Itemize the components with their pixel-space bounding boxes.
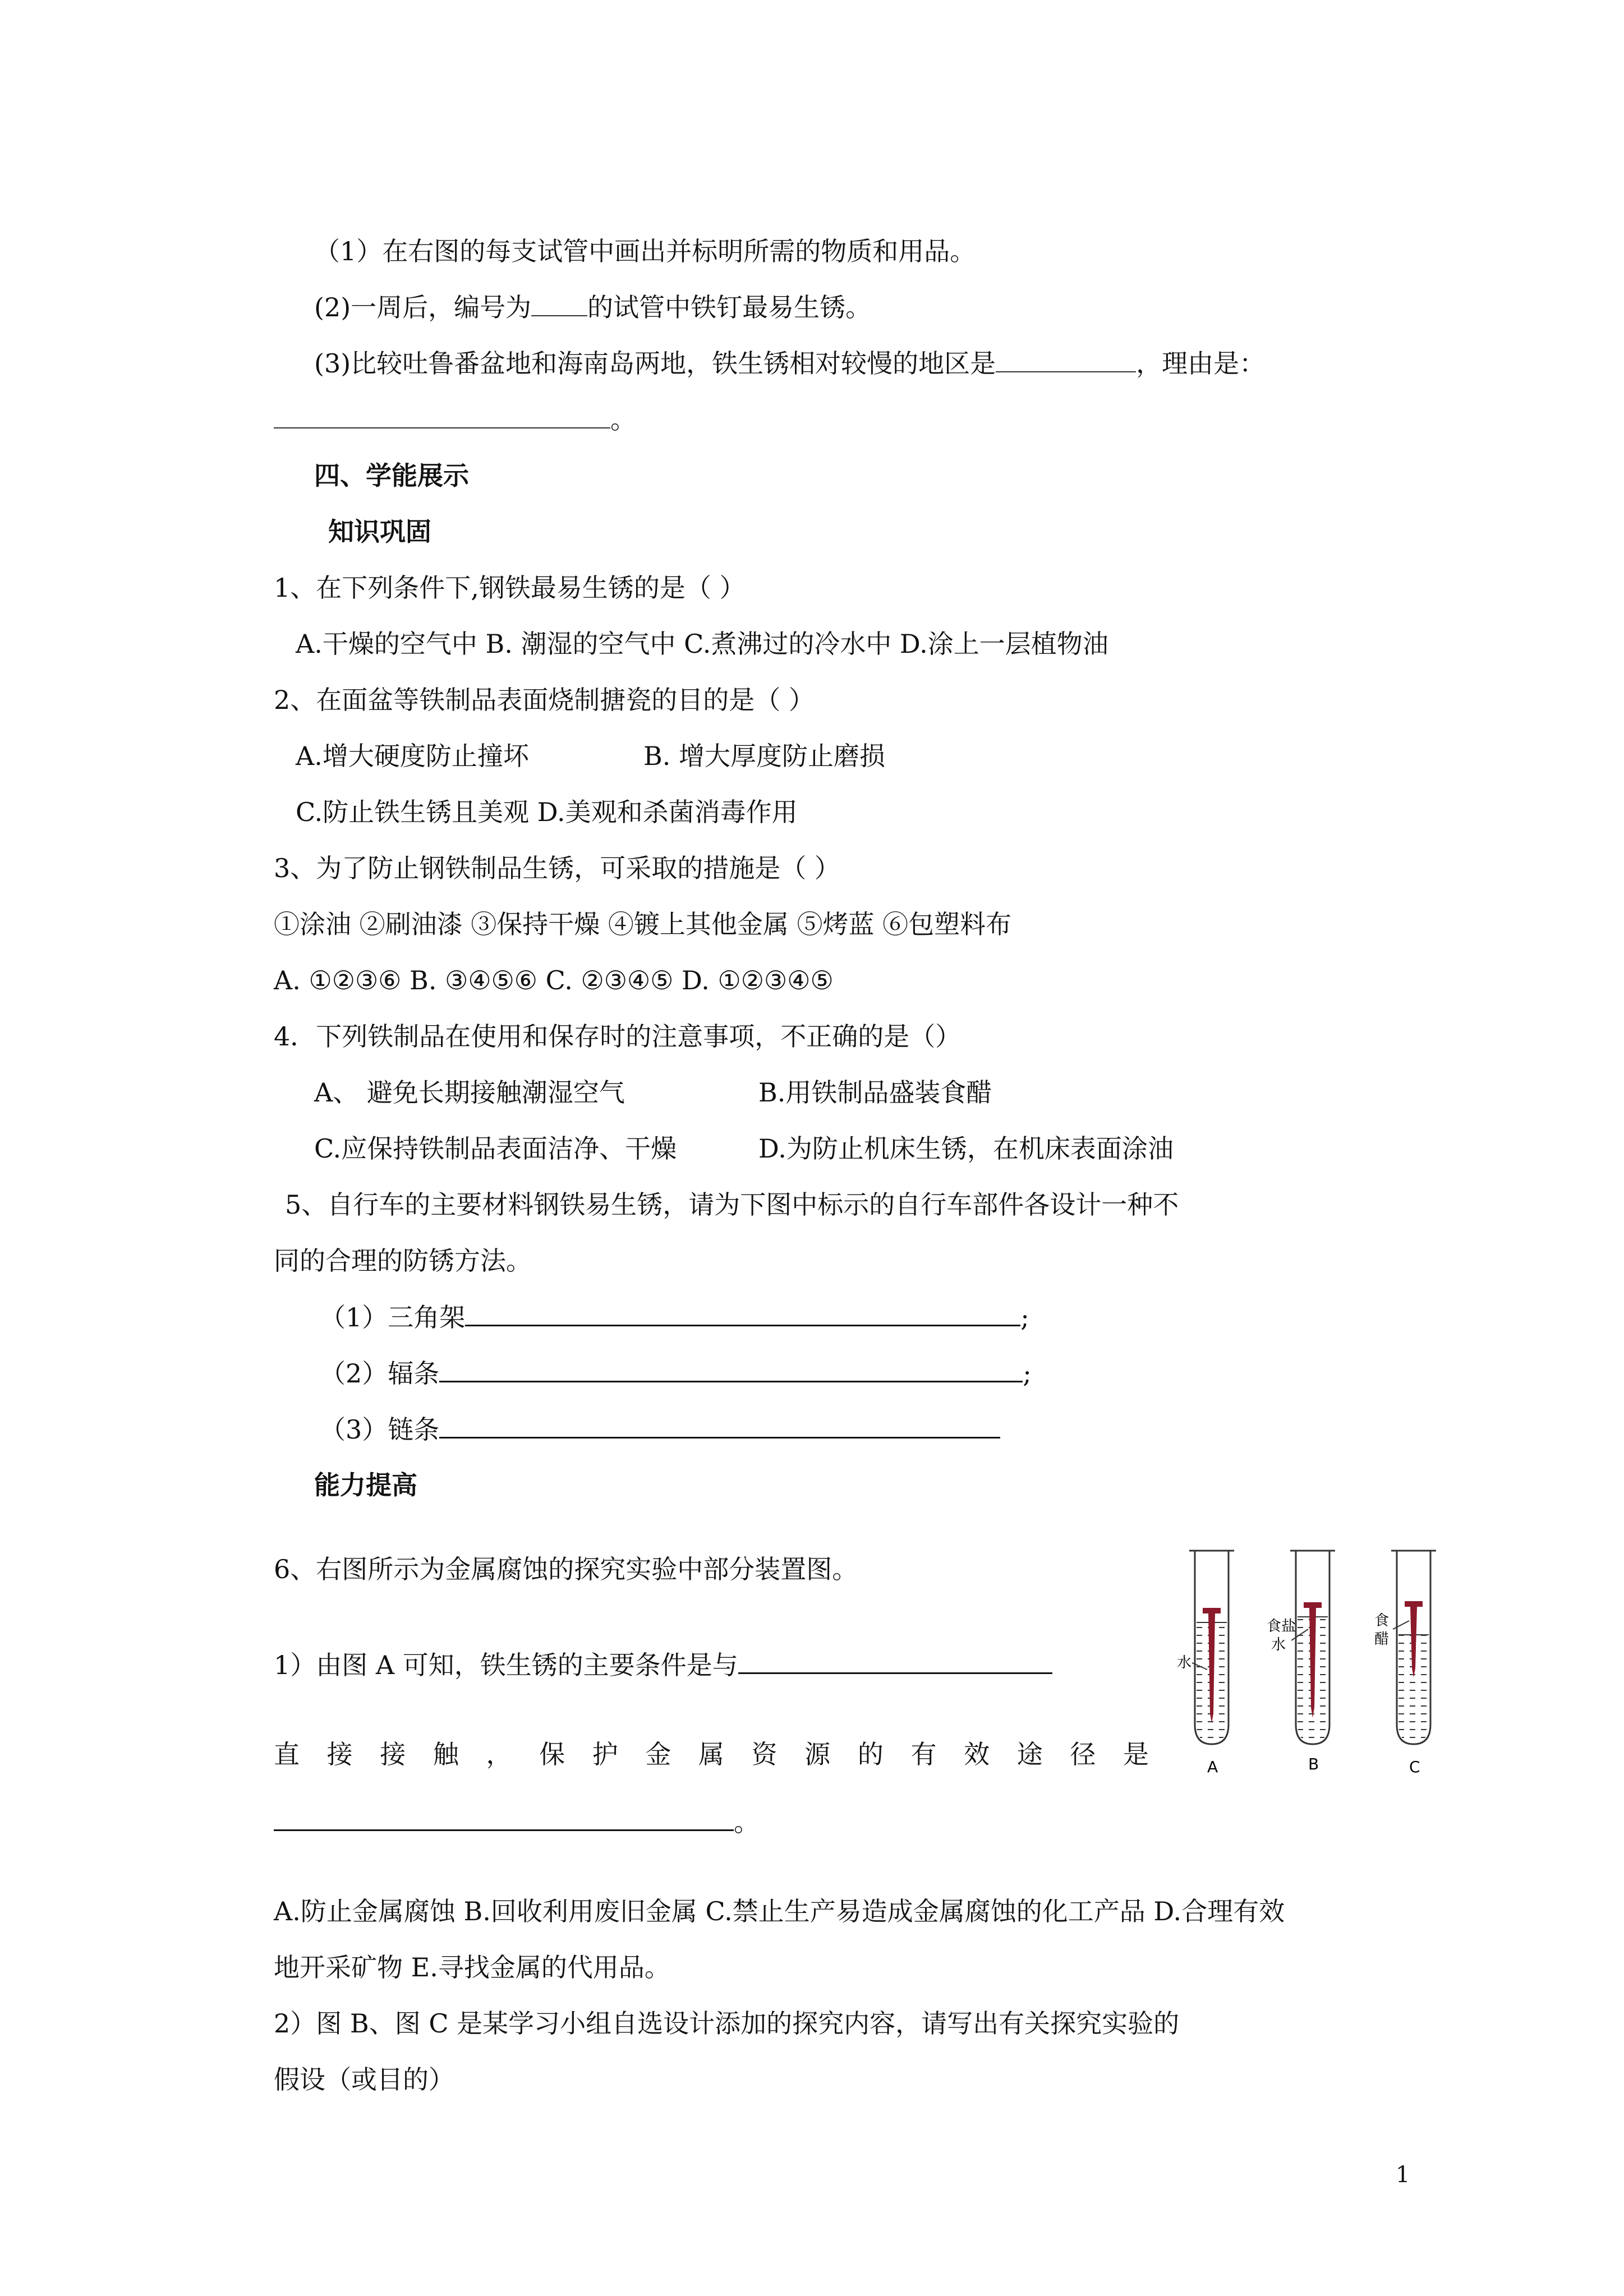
answer-line [274, 1805, 760, 1839]
answer-line [274, 1648, 1052, 1682]
spread-char: 直 [274, 1739, 300, 1769]
question-option: D.为防止机床生锈，在机床表面涂油 [758, 1133, 1174, 1164]
semicolon: ; [1023, 1358, 1032, 1389]
question-line [314, 347, 1265, 380]
answer-blank[interactable] [439, 1412, 1000, 1439]
answer-blank[interactable] [274, 403, 610, 428]
semicolon: ; [1020, 1302, 1029, 1333]
liquid-label: 食 [1374, 1612, 1390, 1629]
question-text: ，理由是： [1136, 348, 1266, 379]
liquid-label: 食盐 [1267, 1618, 1296, 1635]
spread-char: 效 [964, 1739, 990, 1769]
spread-char: 源 [804, 1739, 831, 1769]
spread-line [274, 1737, 1149, 1771]
question-text: (2)一周后，编号为 [314, 292, 532, 322]
spread-char: 径 [1070, 1739, 1096, 1769]
answer-line [320, 1300, 1029, 1334]
question-items: ①涂油 ②刷油漆 ③保持干燥 ④镀上其他金属 ⑤烤蓝 ⑥包塑料布 [274, 909, 1012, 939]
question-line [314, 291, 871, 324]
answer-line [320, 1412, 1000, 1446]
question-line [274, 403, 636, 436]
spread-char: 保 [539, 1739, 565, 1769]
question-option: B.用铁制品盛装食醋 [758, 1077, 992, 1108]
spread-char: 接 [326, 1739, 353, 1769]
question-text: 的试管中铁钉最易生锈。 [587, 292, 872, 322]
spread-char: 接 [380, 1739, 406, 1769]
section-heading: 四、学能展示 [314, 460, 469, 491]
spread-char: 的 [857, 1739, 884, 1769]
part-label: （1）三角架 [320, 1302, 466, 1333]
test-tube-c [1391, 1551, 1436, 1744]
question-stem: 6、右图所示为金属腐蚀的探究实验中部分装置图。 [274, 1554, 858, 1584]
answer-blank[interactable] [465, 1300, 1020, 1326]
subsection-heading: 能力提高 [314, 1470, 417, 1500]
subsection-heading: 知识巩固 [328, 517, 431, 547]
test-tube-figure [1172, 1545, 1464, 1781]
spread-char: ， [486, 1739, 512, 1769]
spread-char: 触 [433, 1739, 459, 1769]
question-options: 地开采矿物 E.寻找金属的代用品。 [274, 1952, 670, 1983]
spread-char: 有 [910, 1739, 937, 1769]
answer-blank[interactable] [996, 347, 1136, 372]
question-text: (3)比较吐鲁番盆地和海南岛两地，铁生锈相对较慢的地区是 [314, 348, 996, 379]
question-stem: 2）图 B、图 C 是某学习小组自选设计添加的探究内容，请写出有关探究实验的 [274, 2008, 1180, 2039]
liquid-label: 醋 [1374, 1631, 1390, 1648]
spread-text [274, 1737, 1149, 1771]
question-stem: 3、为了防止钢铁制品生锈，可采取的措施是（ ） [274, 853, 840, 883]
question-text: 。 [610, 404, 636, 435]
page-number: 1 [1396, 2162, 1410, 2188]
answer-blank[interactable] [531, 291, 587, 316]
question-options: C.防止铁生锈且美观 D.美观和杀菌消毒作用 [296, 797, 798, 827]
test-tube-b [1290, 1551, 1335, 1744]
question-option: C.应保持铁制品表面洁净、干燥 [314, 1133, 677, 1164]
part-label: （3）链条 [320, 1414, 440, 1445]
spread-char: 途 [1016, 1739, 1043, 1769]
question-stem: 4．下列铁制品在使用和保存时的注意事项，不正确的是（） [274, 1021, 961, 1052]
question-options: A.防止金属腐蚀 B.回收利用废旧金属 C.禁止生产易造成金属腐蚀的化工产品 D.合理有效 [274, 1896, 1285, 1926]
answer-blank[interactable] [738, 1648, 1052, 1674]
spread-char: 金 [645, 1739, 671, 1769]
answer-blank[interactable] [274, 1805, 734, 1831]
spread-char: 护 [592, 1739, 618, 1769]
tube-label: C [1409, 1758, 1420, 1776]
spread-char: 是 [1123, 1739, 1149, 1769]
spread-char: 资 [751, 1739, 778, 1769]
question-stem: 1、在下列条件下,钢铁最易生锈的是（ ） [274, 573, 746, 603]
question-option: B. 增大厚度防止磨损 [643, 741, 886, 771]
liquid-label: 水 [1271, 1636, 1286, 1653]
part-label: （2）辐条 [320, 1358, 440, 1389]
answer-blank[interactable] [439, 1356, 1023, 1382]
question-option: A、 避免长期接触潮湿空气 [314, 1077, 625, 1108]
tube-label: B [1308, 1755, 1319, 1773]
question-options: A. ①②③⑥ B. ③④⑤⑥ C. ②③④⑤ D. ①②③④⑤ [274, 965, 834, 995]
tube-label: A [1207, 1758, 1218, 1776]
question-stem: 5、自行车的主要材料钢铁易生锈，请为下图中标示的自行车部件各设计一种不 [285, 1190, 1179, 1220]
question-options: A.干燥的空气中 B. 潮湿的空气中 C.煮沸过的冷水中 D.涂上一层植物油 [296, 629, 1108, 659]
question-stem: 同的合理的防锈方法。 [274, 1246, 532, 1276]
period: 。 [734, 1807, 760, 1837]
answer-line [320, 1356, 1032, 1390]
question-line: （1）在右图的每支试管中画出并标明所需的物质和用品。 [314, 236, 976, 266]
test-tube-a [1189, 1551, 1234, 1744]
question-text: 1）由图 A 可知，铁生锈的主要条件是与 [274, 1650, 738, 1680]
question-stem: 假设（或目的） [274, 2064, 454, 2095]
liquid-label: 水 [1177, 1654, 1192, 1671]
question-stem: 2、在面盆等铁制品表面烧制搪瓷的目的是（ ） [274, 685, 815, 715]
question-option: A.增大硬度防止撞坏 [296, 741, 529, 771]
spread-char: 属 [698, 1739, 724, 1769]
